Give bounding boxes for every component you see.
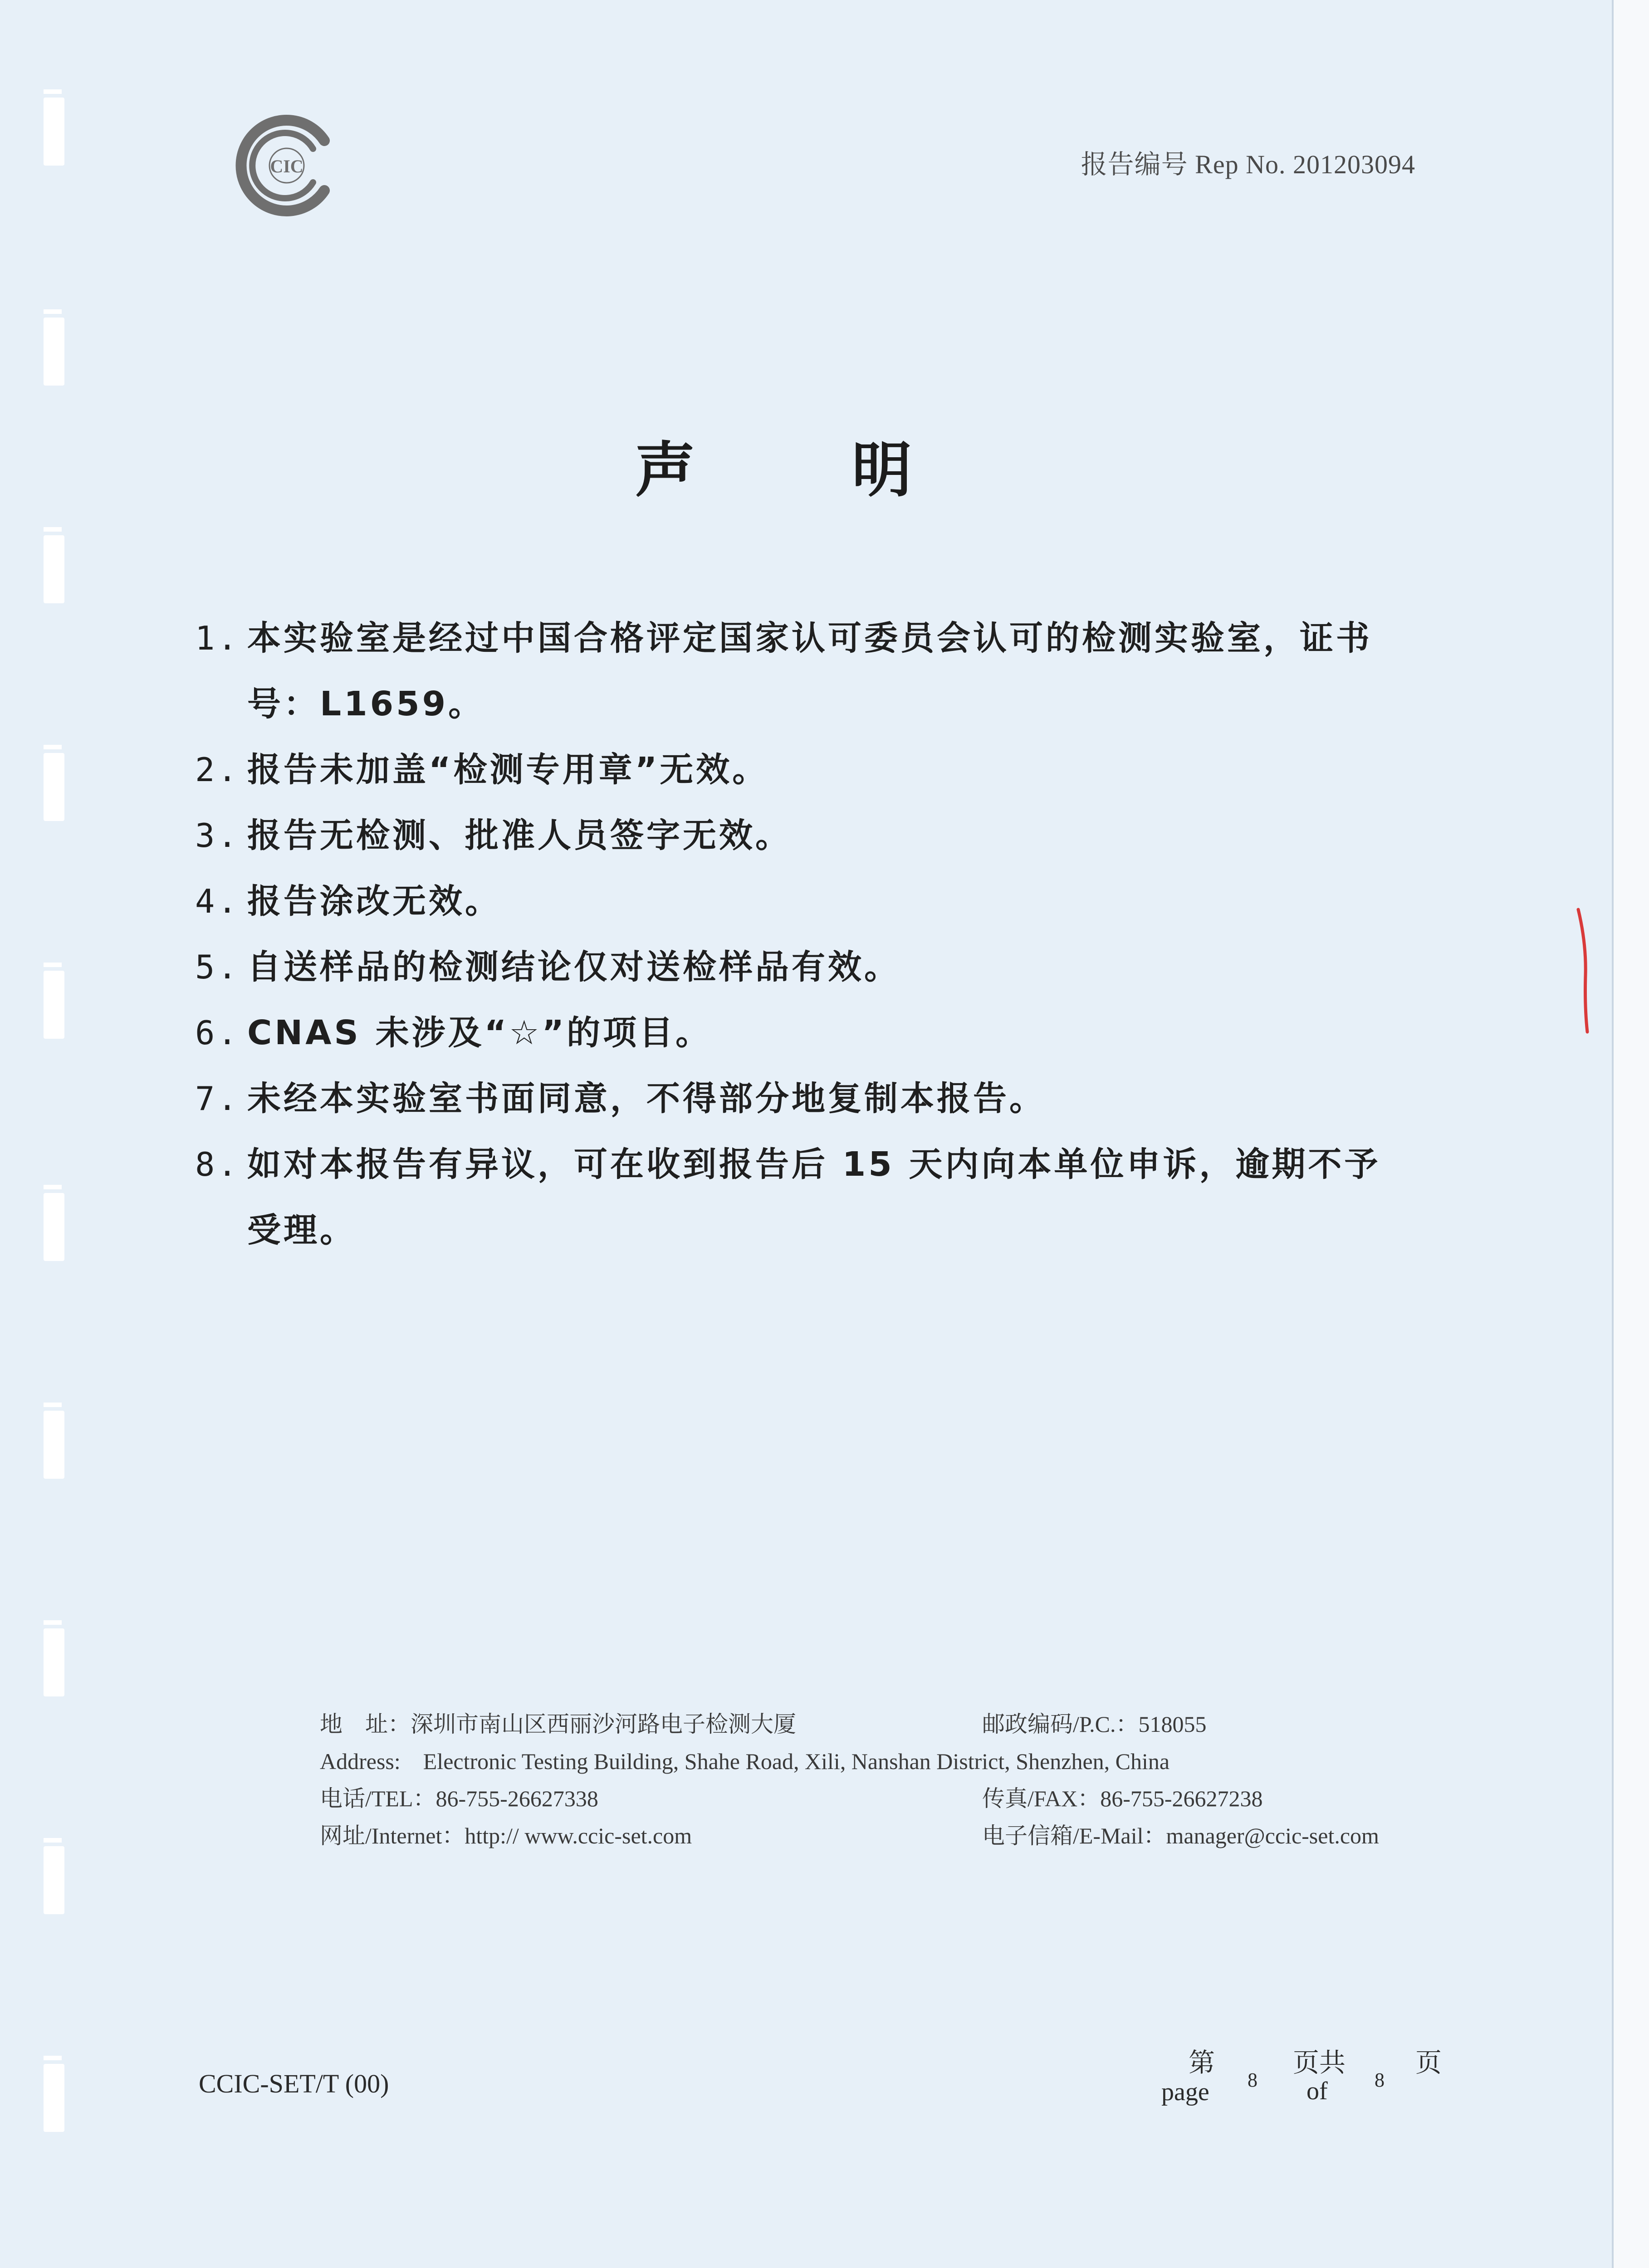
binding-hole-mark [44, 1628, 64, 1696]
statement-text: 本实验室是经过中国合格评定国家认可委员会认可的检测实验室，证书号：L1659。 [247, 619, 1372, 723]
statement-number: 8. [195, 1145, 240, 1183]
statement-number: 7. [195, 1080, 240, 1118]
contact-row [320, 1706, 1463, 1743]
statement-item [195, 1066, 1384, 1132]
statement-item [195, 803, 1384, 869]
contact-row [320, 1817, 1463, 1854]
statement-number: 2. [195, 751, 240, 789]
page-label-cn: 第 [1189, 2048, 1215, 2077]
statement-text: 报告涂改无效。 [247, 882, 501, 921]
form-code: CCIC-SET/T (00) [199, 2069, 389, 2098]
total-pages: 8 [1375, 2069, 1385, 2091]
binding-hole-mark [44, 98, 64, 166]
statement-text: CNAS 未涉及“☆”的项目。 [247, 1013, 712, 1052]
pages-suffix-cn: 页 [1415, 2048, 1442, 2077]
statement-text: 报告无检测、批准人员签字无效。 [247, 816, 792, 855]
cic-logo-icon [231, 113, 343, 218]
binding-hole-mark [44, 318, 64, 386]
page-title: 声 明 [635, 435, 980, 505]
address-cn: 地 址：深圳市南山区西丽沙河路电子检测大厦 [320, 1711, 796, 1737]
page-indicator [1152, 2037, 1470, 2118]
page-label-en: page [1161, 2078, 1209, 2106]
binding-hole-mark [44, 1411, 64, 1479]
of-label-cn: 页共 [1293, 2048, 1346, 2077]
statement-item [195, 869, 1384, 934]
website-link[interactable]: 网址/Internet：http:// www.ccic-set.com [320, 1823, 692, 1848]
logo-text: CIC [270, 156, 303, 176]
of-label-en: of [1306, 2077, 1328, 2105]
statement-text: 报告未加盖“检测专用章”无效。 [247, 750, 769, 789]
statement-text: 未经本实验室书面同意，不得部分地复制本报告。 [247, 1079, 1046, 1118]
telephone: 电话/TEL：86-755-26627338 [320, 1786, 598, 1811]
statement-item [195, 934, 1384, 1000]
page-number: 8 [1248, 2069, 1258, 2091]
binding-hole-mark [44, 971, 64, 1039]
contact-row [320, 1780, 1463, 1817]
statement-item [195, 606, 1384, 737]
postcode: 邮政编码/P.C.：518055 [982, 1711, 1207, 1737]
statement-list [195, 606, 1384, 1263]
fax: 传真/FAX：86-755-26627238 [982, 1786, 1263, 1811]
statement-item [195, 737, 1384, 803]
report-number: 报告编号 Rep No. 201203094 [1081, 150, 1415, 179]
statement-text: 如对本报告有异议，可在收到报告后 15 天内向本单位申诉，逾期不予受理。 [247, 1145, 1381, 1250]
binding-hole-mark [44, 1846, 64, 1914]
binding-hole-mark [44, 1193, 64, 1261]
binding-hole-mark [44, 2064, 64, 2132]
statement-number: 6. [195, 1014, 240, 1052]
binding-hole-mark [44, 535, 64, 603]
binding-hole-mark [44, 753, 64, 821]
statement-number: 3. [195, 816, 240, 855]
email-link[interactable]: 电子信箱/E-Mail：manager@ccic-set.com [982, 1823, 1379, 1848]
statement-number: 1. [195, 619, 240, 657]
statement-item [195, 1132, 1384, 1263]
contact-row [320, 1743, 1463, 1780]
statement-text: 自送样品的检测结论仅对送检样品有效。 [247, 948, 900, 987]
statement-number: 4. [195, 882, 240, 920]
address-en: Address: Electronic Testing Building, Shahe Road, Xili, Nanshan District, Shenzhen, China [320, 1749, 1170, 1774]
contact-block [320, 1706, 1463, 1854]
statement-item [195, 1000, 1384, 1066]
red-pen-mark [1576, 907, 1590, 1034]
statement-number: 5. [195, 948, 240, 986]
